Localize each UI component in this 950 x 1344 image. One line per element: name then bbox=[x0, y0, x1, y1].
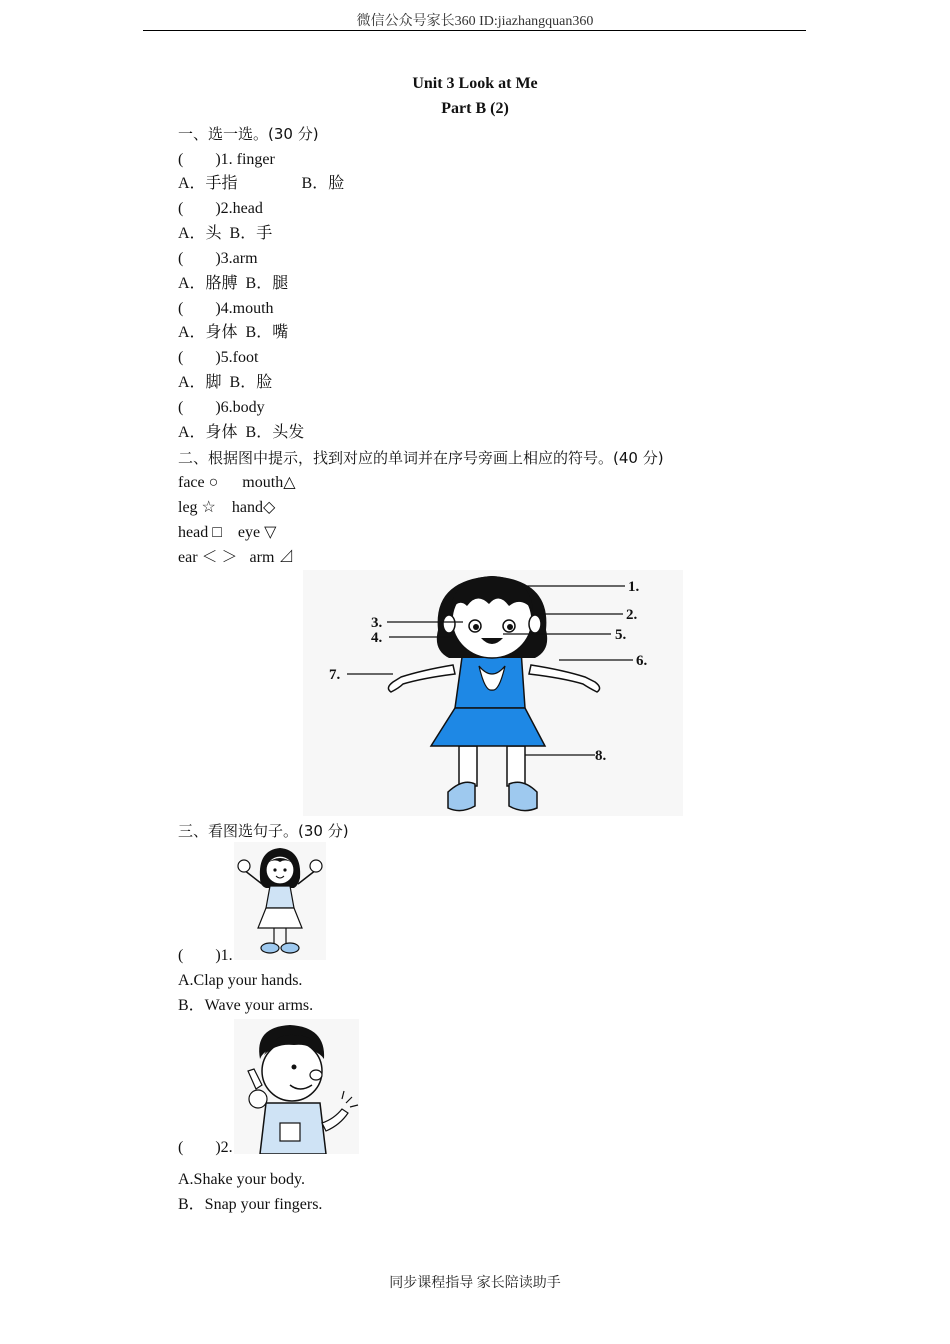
question-5: ( )5.foot bbox=[178, 349, 259, 366]
section2-heading: 二、根据图中提示，找到对应的单词并在序号旁画上相应的符号。(40 分) bbox=[178, 449, 664, 467]
unit-title: Unit 3 Look at Me bbox=[412, 75, 538, 92]
question-2: ( )2.head bbox=[178, 200, 263, 217]
header-rule bbox=[143, 30, 806, 31]
diagram-label-1: 1. bbox=[628, 579, 640, 595]
legend-line-4: ear ＜ ＞ arm ⊿ bbox=[178, 549, 295, 566]
diagram-label-7: 7. bbox=[329, 667, 341, 683]
legend-line-1: face ○ mouth△ bbox=[178, 474, 296, 491]
diagram-label-8: 8. bbox=[595, 748, 607, 764]
section3-q2-option-b: B．Snap your fingers. bbox=[178, 1196, 323, 1213]
section3-question-1: ( )1. bbox=[178, 947, 233, 964]
diagram-label-6: 6. bbox=[636, 653, 648, 669]
diagram-label-3: 3. bbox=[371, 615, 383, 631]
girl-diagram bbox=[303, 570, 683, 816]
options-5: A．脚 B．脸 bbox=[178, 374, 273, 391]
options-2: A．头 B．手 bbox=[178, 225, 273, 242]
diagram-label-2: 2. bbox=[626, 607, 638, 623]
options-6: A．身体 B．头发 bbox=[178, 424, 305, 441]
question-3: ( )3.arm bbox=[178, 250, 258, 267]
section1-heading: 一、选一选。(30 分) bbox=[178, 125, 319, 143]
section3-q1-option-a: A.Clap your hands. bbox=[178, 972, 303, 989]
page-footer: 同步课程指导 家长陪读助手 bbox=[389, 1276, 561, 1291]
section3-q1-option-b: B．Wave your arms. bbox=[178, 997, 314, 1014]
options-1: A．手指 B．脸 bbox=[178, 175, 345, 192]
question-1: ( )1. finger bbox=[178, 151, 275, 168]
diagram-label-4: 4. bbox=[371, 630, 383, 646]
diagram-label-5: 5. bbox=[615, 627, 627, 643]
boy-snapping-picture bbox=[234, 1019, 359, 1154]
page-header: 微信公众号家长360 ID:jiazhangquan360 bbox=[356, 14, 594, 29]
options-4: A．身体 B．嘴 bbox=[178, 324, 289, 341]
section3-q2-option-a: A.Shake your body. bbox=[178, 1171, 305, 1188]
section3-heading: 三、看图选句子。(30 分) bbox=[178, 822, 349, 840]
section3-question-2: ( )2. bbox=[178, 1139, 233, 1156]
options-3: A．胳膊 B．腿 bbox=[178, 275, 289, 292]
legend-line-2: leg ☆ hand◇ bbox=[178, 499, 276, 516]
question-6: ( )6.body bbox=[178, 399, 265, 416]
girl-waving-picture bbox=[234, 842, 326, 960]
legend-line-3: head □ eye ▽ bbox=[178, 524, 277, 541]
part-title: Part B (2) bbox=[441, 100, 509, 117]
question-4: ( )4.mouth bbox=[178, 300, 274, 317]
